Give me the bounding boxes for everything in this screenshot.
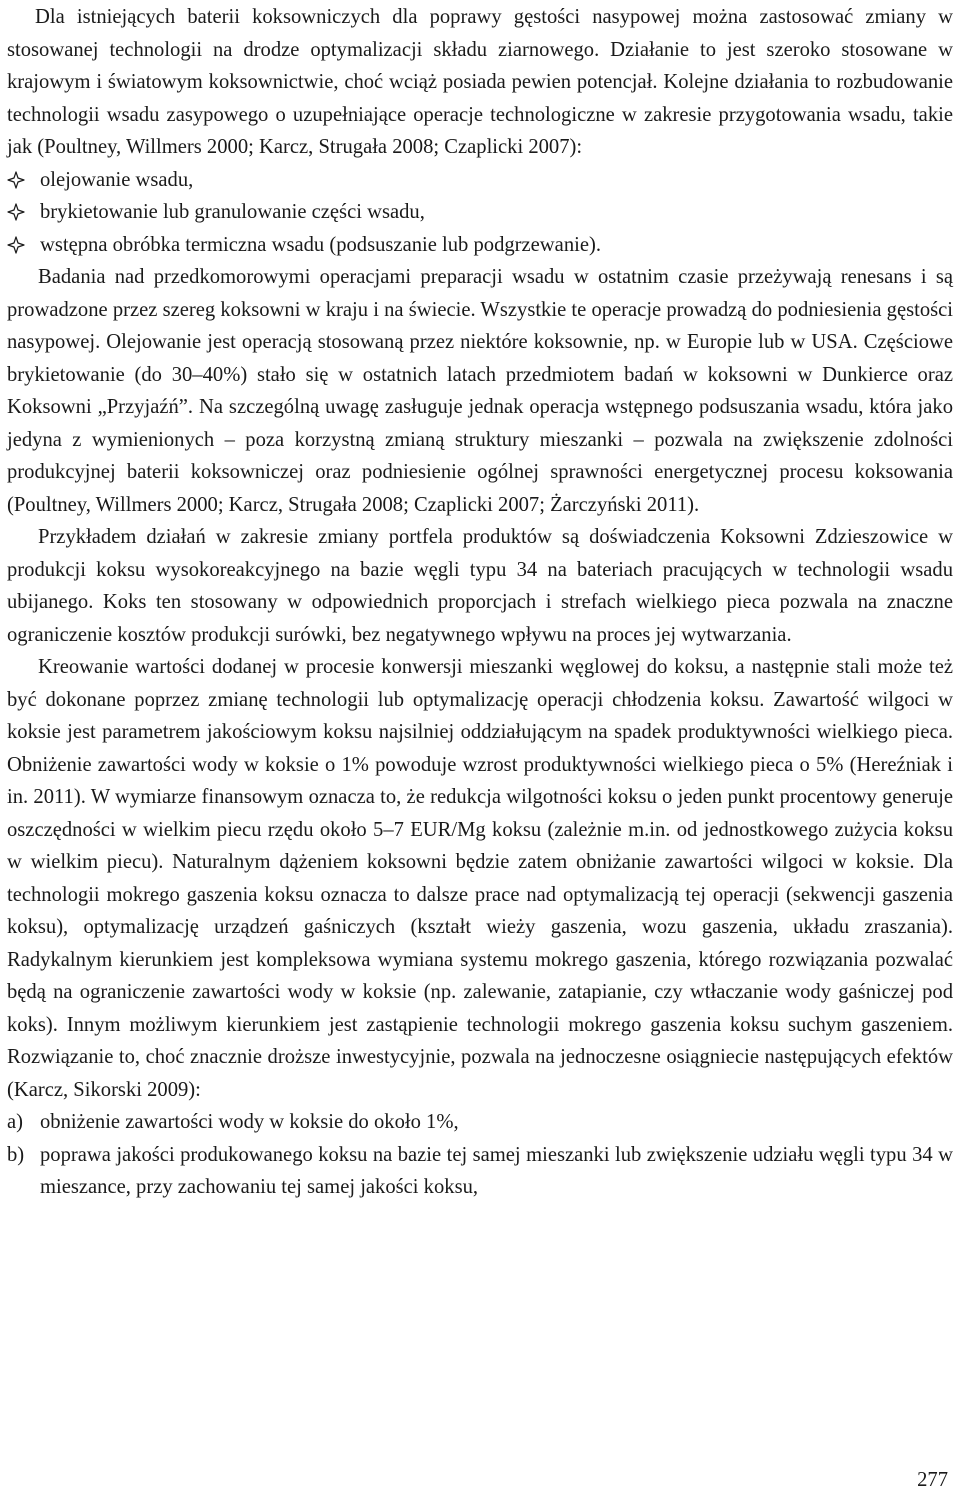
four-point-star-outline-icon [7, 236, 25, 254]
bullet-text: olejowanie wsadu, [40, 168, 194, 191]
paragraph-research: Badania nad przedkomorowymi operacjami preparacji wsadu w ostatnim czasie przeżywają renesans i są prowadzone przez szereg koksowni w kraju i na świecie. Wszystkie te operacje prowadzą do podniesienia gęstości nasypowej. Olejowanie jest operacją stosowaną przez niektóre koksownie, np. w Europie lub w USA. Częściowe brykietowanie (do 30–40%) stało się w ostatnich latach przedmiotem badań w koksowni w Dunkierce oraz Koksowni „Przyjaźń”. Na szczególną uwagę zasługuje jednak operacja wstępnego podsuszania wsadu, która jako jedyna z wymienionych – poza korzystną zmianą struktury mieszanki – pozwala na zwiększenie zdolności produkcyjnej baterii koksowniczej oraz podniesienie ogólnej sprawności energetycznej procesu koksowania (Poultney, Willmers 2000; Karcz, Strugała 2008; Czaplicki 2007; Żarczyński 2011). [7, 266, 953, 516]
effects-list-item [7, 1139, 953, 1204]
page-number: 277 [917, 1469, 948, 1491]
four-point-star-outline-icon [7, 171, 25, 189]
list-item-text: obniżenie zawartości wody w koksie do około 1%, [40, 1111, 459, 1133]
list-item-label: b) [7, 1143, 25, 1166]
effects-list-item [7, 1106, 953, 1139]
bullet-text: wstępna obróbka termiczna wsadu (podsuszanie lub podgrzewanie). [40, 233, 601, 256]
bullet-item [7, 164, 953, 197]
four-point-star-outline-icon [7, 203, 25, 221]
bullet-item [7, 196, 953, 229]
list-item-label: a) [7, 1111, 23, 1133]
list-item-text: poprawa jakości produkowanego koksu na bazie tej samej mieszanki lub zwiększenie udziału węgli typu 34 w mieszance, przy zachowaniu tej samej jakości koksu, [40, 1143, 953, 1198]
operations-bullet-list [7, 164, 953, 262]
bullet-text: brykietowanie lub granulowanie części wsadu, [40, 201, 425, 223]
paragraph-intro: Dla istniejących baterii koksowniczych dla poprawy gęstości nasypowej można zastosować zmiany w stosowanej technologii na drodze optymalizacji składu ziarnowego. Działanie to jest szeroko stosowane w krajowym i światowym koksownictwie, choć wciąż posiada pewien potencjał. Kolejne działania to rozbudowanie technologii wsadu zasypowego o uzupełniające operacje technologiczne w zakresie przygotowania wsadu, takie jak (Poultney, Willmers 2000; Karcz, Strugała 2008; Czaplicki 2007): [7, 6, 953, 158]
paragraph-value: Kreowanie wartości dodanej w procesie konwersji mieszanki węglowej do koksu, a następnie stali może też być dokonane poprzez zmianę technologii lub optymalizację operacji chłodzenia koksu. Zawartość wilgoci w koksie jest parametrem jakościowym koksu najsilniej oddziałującym na spadek produktywności wielkiego pieca. Obniżenie zawartości wody w koksie o 1% powoduje wzrost produktywności wielkiego pieca o 5% (Hereźniak i in. 2011). W wymiarze finansowym oznacza to, że redukcja wilgotności koksu o jeden punkt procentowy generuje oszczędności w wielkim piecu rzędu około 5–7 EUR/Mg koksu (zależnie m.in. od jednostkowego zużycia koksu w wielkim piecu). Naturalnym dążeniem koksowni będzie zatem obniżanie zawartości wilgoci w koksie. Dla technologii mokrego gaszenia koksu oznacza to dalsze prace nad optymalizacją tej operacji (sekwencji gaszenia koksu), optymalizację urządzeń gaśniczych (kształt wieży gaszenia, wozu gaszenia, układu zraszania). Radykalnym kierunkiem jest kompleksowa wymiana systemu mokrego gaszenia, którego rozwiązania pozwalać będą na ograniczenie zawartości wody w koksie (np. zalewanie, zatapianie, czy wtłaczanie wody gaśniczej pod koks). Innym możliwym kierunkiem jest zastąpienie technologii mokrego gaszenia koksu suchym gaszeniem. Rozwiązanie to, choć znacznie droższe inwestycyjnie, pozwala na jednoczesne osiągniecie następujących efektów (Karcz, Sikorski 2009): [7, 656, 953, 1101]
paragraph-example: Przykładem działań w zakresie zmiany portfela produktów są doświadczenia Koksowni Zdzieszowice w produkcji koksu wysokoreakcyjnego na bazie węgli typu 34 na bateriach pracujących w technologii wsadu ubijanego. Koks ten stosowany w odpowiednich proporcjach i strefach wielkiego pieca pozwala na znaczne ograniczenie kosztów produkcji surówki, bez negatywnego wpływu na proces jej wytwarzania. [7, 526, 953, 646]
bullet-item [7, 229, 953, 262]
effects-list [7, 1106, 953, 1204]
document-page [7, 0, 953, 1204]
